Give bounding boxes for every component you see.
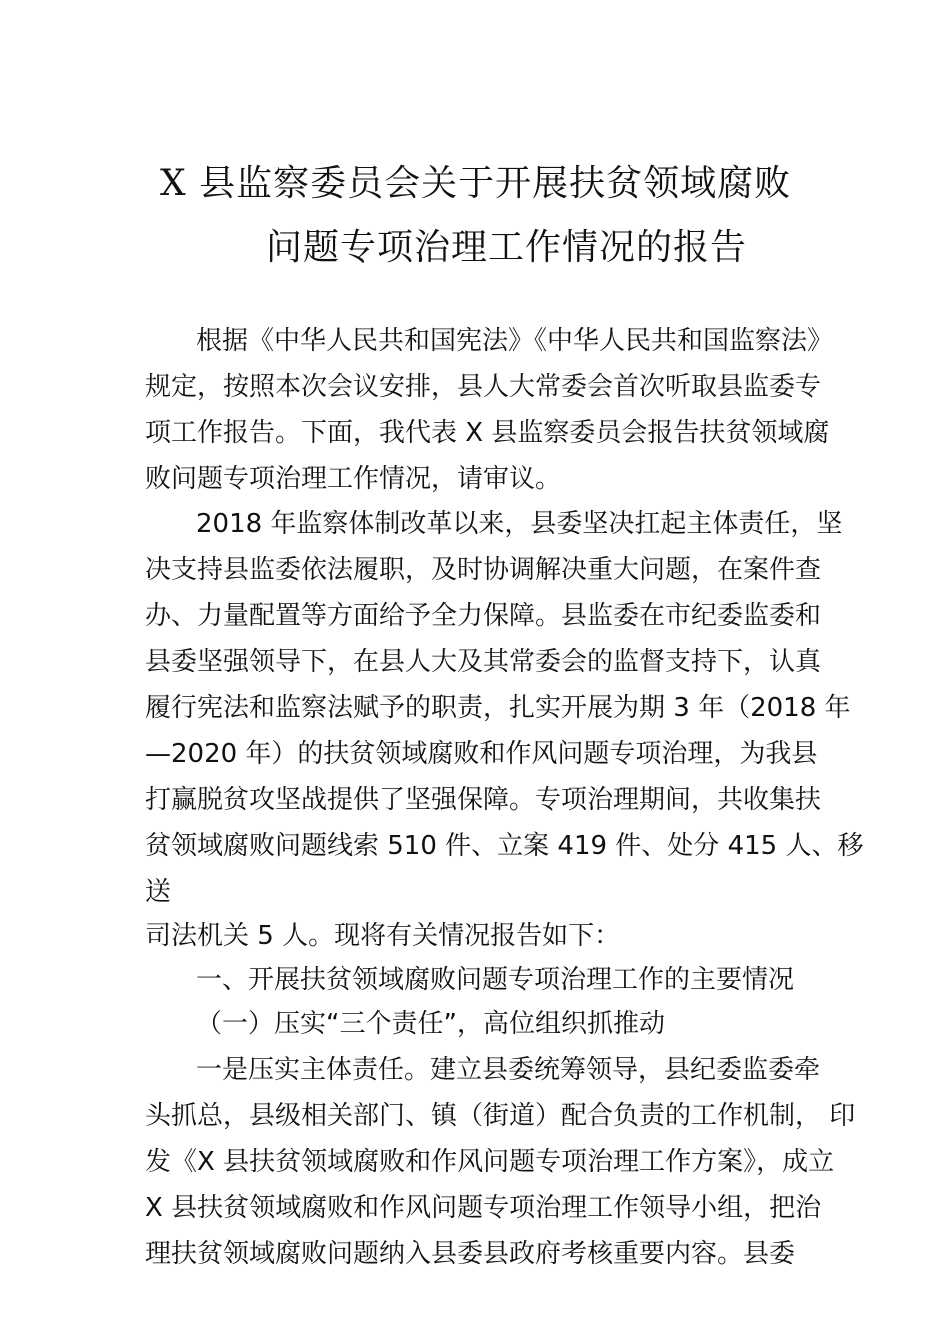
body-line: 2018 年监察体制改革以来，县委坚决扛起主体责任，坚 (196, 509, 843, 539)
body-line: 县委坚强领导下，在县人大及其常委会的监督支持下，认真 (145, 647, 822, 677)
body-line: 头抓总，县级相关部门、镇（街道）配合负责的工作机制， 印 (145, 1101, 856, 1131)
document-title-line-2: 问题专项治理工作情况的报告 (266, 227, 748, 268)
document-title-line-1: X 县监察委员会关于开展扶贫领域腐败 (160, 163, 792, 204)
subsection-heading: （一）压实“三个责任”，高位组织抓推动 (196, 1009, 665, 1039)
body-line: 项工作报告。下面，我代表 X 县监察委员会报告扶贫领域腐 (145, 418, 830, 448)
body-line: 规定，按照本次会议安排，县人大常委会首次听取县监委专 (145, 372, 822, 402)
body-line: 根据《中华人民共和国宪法》《中华人民共和国监察法》 (196, 326, 834, 356)
body-line: X 县扶贫领域腐败和作风问题专项治理工作领导小组，把治 (145, 1193, 822, 1223)
body-line: 理扶贫领域腐败问题纳入县委县政府考核重要内容。县委 (145, 1239, 796, 1269)
body-line: 贫领域腐败问题线索 510 件、立案 419 件、处分 415 人、移 (145, 831, 864, 861)
section-heading: 一、开展扶贫领域腐败问题专项治理工作的主要情况 (196, 965, 795, 995)
body-line: —2020 年）的扶贫领域腐败和作风问题专项治理，为我县 (145, 739, 818, 769)
body-line: 发《X 县扶贫领域腐败和作风问题专项治理工作方案》，成立 (145, 1147, 835, 1177)
body-line: 败问题专项治理工作情况，请审议。 (145, 464, 562, 494)
body-line: 办、力量配置等方面给予全力保障。县监委在市纪委监委和 (145, 601, 822, 631)
body-line: 司法机关 5 人。现将有关情况报告如下： (145, 921, 621, 951)
body-line: 打赢脱贫攻坚战提供了坚强保障。专项治理期间，共收集扶 (145, 785, 822, 815)
body-line: 履行宪法和监察法赋予的职责，扎实开展为期 3 年（2018 年 (145, 693, 851, 723)
body-line: 决支持县监委依法履职，及时协调解决重大问题，在案件查 (145, 555, 822, 585)
body-line: 送 (145, 877, 172, 907)
body-line: 一是压实主体责任。建立县委统筹领导，县纪委监委牵 (196, 1055, 821, 1085)
